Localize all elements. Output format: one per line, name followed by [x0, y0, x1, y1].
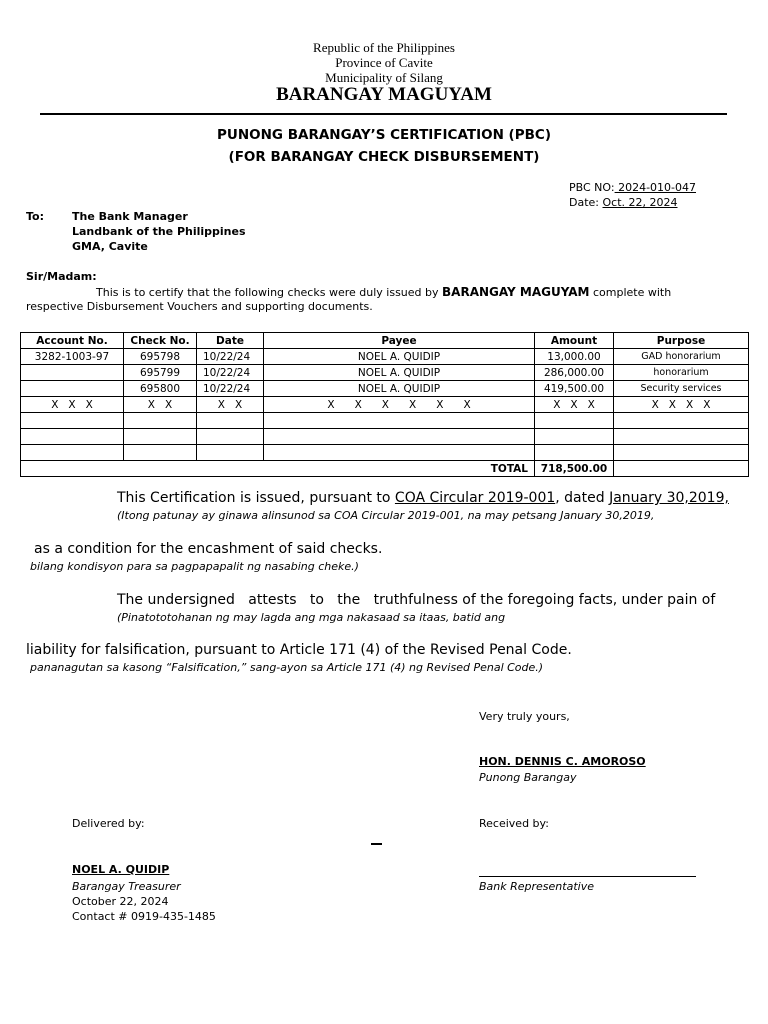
cell-amount	[535, 445, 614, 461]
delivered-label: Delivered by:	[72, 817, 145, 830]
table-row	[21, 349, 749, 365]
cell-purpose: Security services	[614, 381, 749, 397]
cell-amount: 286,000.00	[535, 365, 614, 381]
cell-account	[21, 429, 124, 445]
signature-dash	[371, 843, 382, 845]
table-row	[21, 365, 749, 381]
cert-p3: The undersigned attests to the truthfulness of the foregoing facts, under pain of	[117, 592, 716, 608]
cert-p1-mid: , dated	[555, 490, 610, 506]
received-title: Bank Representative	[479, 880, 594, 893]
cell-amount	[535, 413, 614, 429]
municipality-line: Municipality of Silang	[325, 70, 443, 85]
republic-line: Republic of the Philippines	[313, 40, 455, 55]
date-value: Oct. 22, 2024	[602, 196, 678, 209]
delivered-name: NOEL A. QUIDIP	[72, 863, 170, 876]
intro-line1	[96, 285, 742, 299]
to-label: To:	[26, 210, 44, 223]
cell-account	[21, 365, 124, 381]
cell-date: 10/22/24	[197, 349, 264, 365]
cell-check: 695800	[124, 381, 197, 397]
cell-check	[124, 413, 197, 429]
cell-amount: 13,000.00	[535, 349, 614, 365]
checks-table	[20, 332, 749, 477]
table-row	[21, 397, 749, 413]
coa-circular: COA Circular 2019-001	[394, 490, 556, 506]
cell-account	[21, 381, 124, 397]
cell-payee: NOEL A. QUIDIP	[264, 365, 535, 381]
cell-purpose	[614, 413, 749, 429]
salutation: Sir/Madam:	[26, 270, 97, 283]
pbc-value: 2024-010-047	[614, 181, 696, 194]
addressee-line1: The Bank Manager	[72, 210, 188, 223]
cert-p4: liability for falsification, pursuant to Article 171 (4) of the Revised Penal Code.	[26, 642, 572, 658]
cert-p1-tl: (Itong patunay ay ginawa alinsunod sa COA Circular 2019-001, na may petsang January 30,2019,	[117, 509, 655, 522]
col-date: Date	[197, 333, 264, 349]
cell-purpose: honorarium	[614, 365, 749, 381]
signer-name: HON. DENNIS C. AMOROSO	[479, 755, 646, 768]
cell-payee: NOEL A. QUIDIP	[264, 349, 535, 365]
cell-date	[197, 429, 264, 445]
date-label: Date:	[569, 196, 599, 209]
cell-account: 3282-1003-97	[21, 349, 124, 365]
table-header-row	[21, 333, 749, 349]
cell-purpose: X X X X	[614, 397, 749, 413]
cell-payee: X X X X X X	[264, 397, 535, 413]
cell-check: X X	[124, 397, 197, 413]
cell-account	[21, 413, 124, 429]
cert-p2: as a condition for the encashment of said checks.	[34, 541, 383, 557]
cert-p1	[117, 490, 729, 506]
closing-yours: Very truly yours,	[479, 710, 570, 723]
cell-payee	[264, 429, 535, 445]
cell-payee: NOEL A. QUIDIP	[264, 381, 535, 397]
pbc-label: PBC NO:	[569, 181, 615, 194]
cert-p1-before: This Certification is issued, pursuant to	[117, 490, 395, 506]
table-row	[21, 413, 749, 429]
barangay-name: BARANGAY MAGUYAM	[276, 84, 492, 105]
cell-date	[197, 445, 264, 461]
table-row	[21, 445, 749, 461]
total-row	[21, 461, 749, 477]
col-payee: Payee	[264, 333, 535, 349]
pbc-number	[569, 181, 696, 194]
cell-check: 695799	[124, 365, 197, 381]
cell-date	[197, 413, 264, 429]
intro-line2: respective Disbursement Vouchers and supporting documents.	[26, 300, 373, 313]
total-value: 718,500.00	[535, 461, 614, 477]
total-label: TOTAL	[21, 461, 535, 477]
cell-payee	[264, 445, 535, 461]
cell-purpose	[614, 429, 749, 445]
col-check: Check No.	[124, 333, 197, 349]
cell-amount	[535, 429, 614, 445]
intro-bold: BARANGAY MAGUYAM	[442, 285, 590, 299]
cell-date: 10/22/24	[197, 381, 264, 397]
intro-before: This is to certify that the following checks were duly issued by	[96, 286, 443, 299]
addressee-line2: Landbank of the Philippines	[72, 225, 246, 238]
doc-subtitle: (FOR BARANGAY CHECK DISBURSEMENT)	[228, 149, 540, 165]
signer-title: Punong Barangay	[479, 771, 577, 784]
doc-title: PUNONG BARANGAY’S CERTIFICATION (PBC)	[217, 127, 551, 143]
cell-check	[124, 445, 197, 461]
cell-check	[124, 429, 197, 445]
col-purpose: Purpose	[614, 333, 749, 349]
cell-date: 10/22/24	[197, 365, 264, 381]
cert-p4-tl: pananagutan sa kasong “Falsification,” sang-ayon sa Article 171 (4) ng Revised Penal Code.)	[30, 661, 544, 674]
cell-check: 695798	[124, 349, 197, 365]
province-line: Province of Cavite	[335, 55, 433, 70]
cert-p3-tl: (Pinatototohanan ng may lagda ang mga nakasaad sa itaas, batid ang	[117, 611, 506, 624]
received-label: Received by:	[479, 817, 549, 830]
cell-amount: X X X	[535, 397, 614, 413]
received-signature-line	[479, 876, 696, 877]
pbc-date	[569, 196, 678, 209]
cell-date: X X	[197, 397, 264, 413]
cell-purpose	[614, 445, 749, 461]
table-row	[21, 429, 749, 445]
cell-amount: 419,500.00	[535, 381, 614, 397]
cert-p2-tl: bilang kondisyon para sa pagpapapalit ng nasabing cheke.)	[30, 560, 359, 573]
delivered-title: Barangay Treasurer	[72, 880, 181, 893]
cell-account: X X X	[21, 397, 124, 413]
addressee-line3: GMA, Cavite	[72, 240, 148, 253]
header-rule	[40, 113, 727, 115]
coa-date: January 30,2019,	[609, 490, 729, 506]
col-amount: Amount	[535, 333, 614, 349]
cell-payee	[264, 413, 535, 429]
table-row	[21, 381, 749, 397]
delivered-date: October 22, 2024	[72, 895, 169, 908]
total-empty	[614, 461, 749, 477]
intro-after: complete with	[589, 286, 672, 299]
cell-account	[21, 445, 124, 461]
cell-purpose: GAD honorarium	[614, 349, 749, 365]
col-account: Account No.	[21, 333, 124, 349]
delivered-contact: Contact # 0919-435-1485	[72, 910, 216, 923]
